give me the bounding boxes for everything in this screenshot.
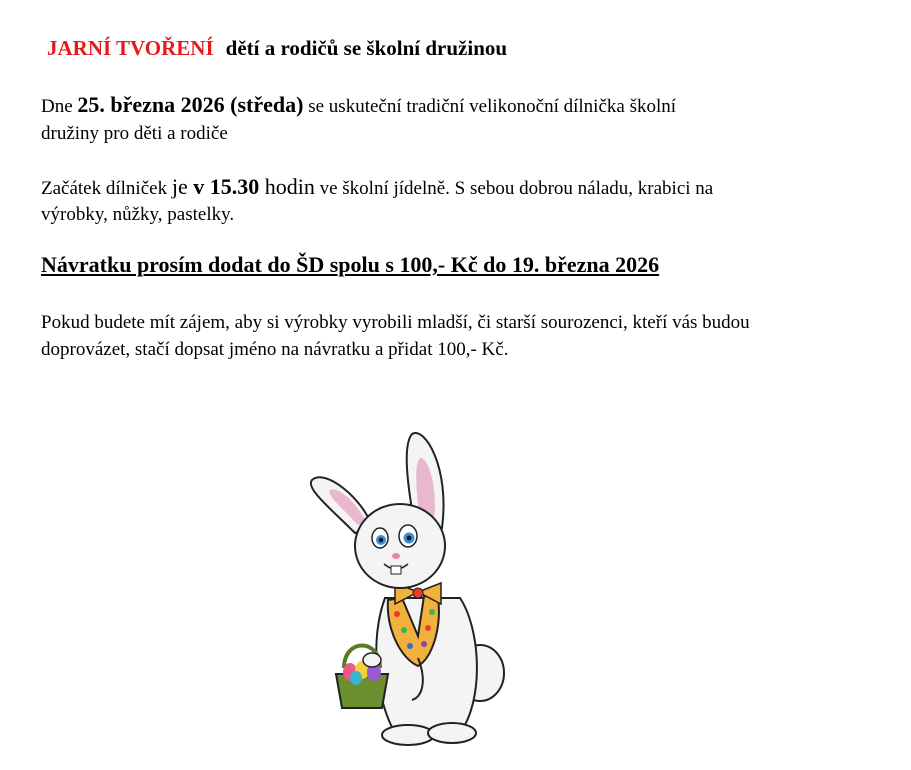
paragraph-start-line1 — [41, 173, 713, 202]
text-dne: Dne — [41, 96, 78, 117]
event-date: 25. března 2026 (středa) — [77, 92, 304, 117]
text-start: Začátek dílniček — [41, 178, 172, 199]
text-hodin: hodin — [264, 174, 315, 199]
paragraph-date-line2: družiny pro děti a rodiče — [41, 123, 228, 144]
text-location: ve školní jídelně. S sebou dobrou náladu, krabici na — [314, 178, 714, 199]
text-je: je — [171, 174, 194, 199]
easter-bunny-with-basket-icon — [300, 428, 515, 748]
paragraph-start-line2: výrobky, nůžky, pastelky. — [41, 204, 235, 225]
event-time: v 15.30 — [193, 174, 265, 199]
paragraph-date-line1 — [41, 91, 676, 120]
page-title — [47, 36, 507, 61]
return-slip-note: Návratku prosím dodat do ŠD spolu s 100,- Kč do 19. března 2026 — [41, 252, 660, 277]
title-highlight: JARNÍ TVOŘENÍ — [47, 36, 214, 60]
text-event: se uskuteční tradiční velikonoční dílnička školní — [303, 96, 677, 117]
title-rest: dětí a rodičů se školní družinou — [225, 36, 508, 60]
paragraph-siblings-line2: doprovázet, stačí dopsat jméno na návratku a přidat 100,- Kč. — [41, 339, 509, 360]
paragraph-siblings-line1: Pokud budete mít zájem, aby si výrobky vyrobili mladší, či starší sourozenci, kteří vás budou — [41, 312, 750, 333]
